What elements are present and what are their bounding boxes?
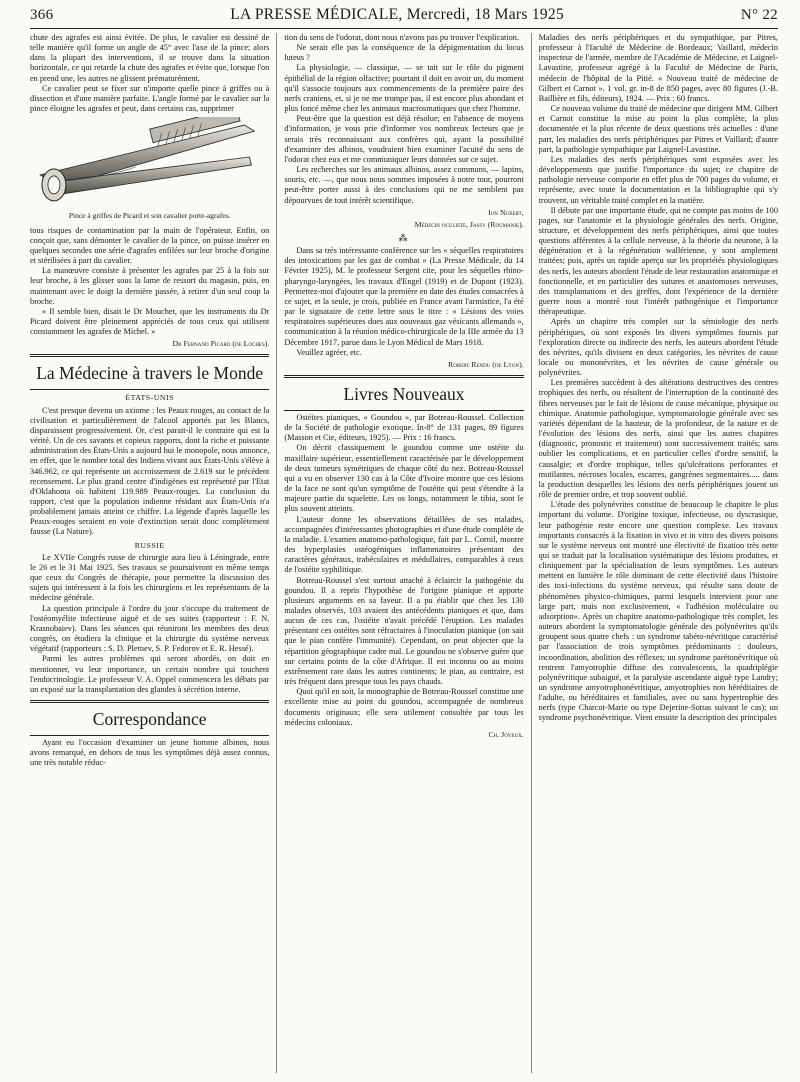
subheading-usa: ÉTATS-UNIS — [125, 393, 174, 403]
paragraph: Quoi qu'il en soit, la monographie de Botreau-Roussel constitue une excellente mise au point du goundou, accompagnée de nombreux documents originaux; elle sera utilement consultée par tous les médecins coloniaux. — [284, 687, 524, 727]
figure-caption: Pince à griffes de Picard et son cavalier porte-agrafes. — [68, 211, 231, 221]
paragraph: Il débute par une importante étude, qui ne compte pas moins de 100 pages, sur l'anatomie et la physiologie générales des nerfs. Origine, structure, et développement des nerfs périphériques, ainsi que toutes questions afférentes à la cellule nerveuse, à la théorie du neurone, à la dégénération et à la régénération wallérienne, y sont amplement traitées; puis, après un rapide aperçu sur les propriétés physiologiques des nerfs, les auteurs abordent l'étude de leur restauration anatomique et fonctionnelle, et en particulier des sutures et anastomoses nerveuses, des transplantations et des greffes, dont l'expérience de la dernière guerre nous a montré tout l'intérêt pathogénique et l'importance thérapeutique. — [538, 205, 778, 317]
page-header — [30, 6, 778, 29]
column-2 — [284, 33, 523, 1073]
section-title-livres: Livres Nouveaux — [343, 384, 465, 404]
section-rule — [284, 410, 523, 411]
journal-title: LA PRESSE MÉDICALE, Mercredi, 18 Mars 1925 — [230, 6, 565, 23]
paragraph: Les maladies des nerfs périphériques sont exposées avec les développements que justifie l'importance du sujet; ce chapitre de pathologie nerveuse comporte en effet plus de 700 pages du volume, et représente, avec toute la documentation et la bibliographie qui s'y trouvent, un véritable traité complet en la matière. — [538, 154, 778, 205]
signature: Robert Rendu (de Lyon). — [448, 359, 524, 369]
signature: Dr Fernand Picard (de Loches). — [172, 339, 270, 349]
paragraph: Les recherches sur les animaux albinos, assez communs, — lapins, souris, etc. —, que nous nous sommes imposées à notre tour, pourront peut-être porter aussi à des conclusions qui ne me semblent pas dépourvues de tout intérêt scientifique. — [284, 165, 524, 205]
book-entry: Ostéites pianiques, « Goundou », par Botreau-Roussel. Collection de la Société de pathologie exotique. In-8° de 131 pages, 89 figures (Masson et Cie, éditeurs, 1925). — Prix : 16 francs. — [284, 413, 524, 443]
paragraph: Les premières succèdent à des altérations destructives des centres trophiques des nerfs, ou résultent de l'interruption de la continuité des fibres nerveuses par le fait de lésions de cause mécanique, physique ou chimique. Anatomie pathologique, symptomatologie générale avec ses variétés dépendant de la hauteur, de la profondeur, de la nature et de l'évolution des lésions des nerfs, ainsi que les autres chapitres (diagnostic, pronostic et traitement) sont successivement traités; sans oublier les complications, et en particulier celles d'ordre sensitif, la causalgie; et d'ordre trophique, telles qu'ulcérations perforantes et mutilantes, nécroses locales, escarres, gangrènes segmentaires..... dans la production desquelles les lésions des nerfs périphériques jouent un rôle de premier ordre, et trop souvent oublié. — [538, 378, 778, 500]
paragraph: La manœuvre consiste à présenter les agrafes par 25 à la fois sur leur broche, à les glisser sous la lame de ressort du magasin, puis, en maintenant avec le doigt la dernière passée, à retirer d'un seul coup la broche. — [30, 266, 270, 306]
paragraph: Le XVIIe Congrès russe de chirurgie aura lieu à Léningrade, entre le 26 et le 31 Mai 1925. Ses travaux se poursuivront en même temps que ceux du Congrès de thérapie, pour permettre la discussion des sujets qui intéressent à la fois les chirurgiens et les représentants de la médecine générale. — [30, 552, 270, 603]
section-rule — [30, 735, 269, 736]
column-container — [30, 33, 778, 1073]
paragraph: On décrit classiquement le goundou comme une ostéite du maxillaire supérieur, essentiellement caractérisée par le développement de deux tumeurs symétriques de chaque côté du nez. Botreau-Roussel qui a vu en observer 130 cas à la Côte d'Ivoire montre que ces lésions de la face ne sont qu'un symptôme de l'ostéite qui peut s'étendre à la majeure partie du squelette. Les os longs, notamment le tibia, sont le plus souvent atteints. — [284, 443, 524, 514]
section-title-correspondance: Correspondance — [92, 708, 207, 729]
paragraph: Ne serait elle pas la conséquence de la dépigmentation du locus luteus ? — [284, 43, 524, 63]
paragraph: Parmi les autres problèmes qui seront abordés, on doit en mentionner, vu leur importance, un certain nombre qui touchent l'endocrinologie. Le professeur V. A. Oppel commencera les débats par un exposé sur la transplantation des glandes à sécrétion interne. — [30, 654, 270, 694]
section-rule — [284, 375, 523, 378]
signature: Ch. Joyeux. — [488, 729, 524, 739]
page-number: 366 — [30, 7, 54, 23]
paragraph: C'est presque devenu un axiome : les Peaux rouges, au contact de la civilisation et particulièrement de l'alcool apportés par les Blancs, disparaissent progressivement. Or, c'est parait-il le contraire qui est la vérité. Un de ces savants et copieux rapports, dont la riche et puissante administration des États-Unis a aujourd hui le monopole, nous annonce, en effet, que le nombre total des Indiens vivant aux États-Unis s'élève à 346.962, ce qui représente un accroissement de 2.619 sur le précédent recensement. Le plus grand centre d'indigènes est représenté par l'Etat d'Oklahoma où habitent 119.989 Peaux-rouges. La conclusion du rapport, c'est que la population indienne résidant aux États-Unis n'a probablement jamais atteint ce chiffre. La légende d'après laquelle les Peaux-rouges seraient en voie d'extinction serait donc complètement fausse (La Nature). — [30, 405, 270, 537]
paragraph: La physiologie, — classique, — se tait sur le rôle du pigment épithélial de la région olfactive; pourtant il doit en avoir un, du moment qu'il s'associe toujours aux commencements de la première paire des nerfs craniens, et, si je ne me trompe pas, il est encore plus abondant et plus foncé même chez les animaux macrosmatiques que chez l'homme. — [284, 63, 524, 114]
paragraph: « Il semble bien, disait le Dr Mouchet, que les instruments du Dr Picard doivent être pleinement appréciés de tous ceux qui utilisent constamment les agrafes de Michel. » — [30, 306, 270, 337]
paragraph: Ayant eu l'occasion d'examiner un jeune homme albinos, nous avons remarqué, en dehors de tous les symptômes déjà assez connus, une très notable réduc- — [30, 737, 270, 768]
subheading-russia: RUSSIE — [134, 540, 165, 550]
paragraph: L'étude des polynévrites constitue de beaucoup le chapitre le plus important du volume. D'origine toxique, infectieuse, ou dyscrasique, leur pathogénie reste encore une question complexe. Les travaux importants consacrés à la fixation in vivo et in vitro des divers poisons sur le système nerveux ont montré une électivité de fixation très nette qui se traduit par la localisation systématique des lésions produites, et cliniquement par la spécialisation de leurs symptômes. Les auteurs mettent en lumière le rôle dominant de cette électivité dans l'histoire des toxi-infections du système nerveux, qui résulte sans doute de phénomènes physico-chimiques, parmi lesquels intervient pour une large part, mais non exclusivement, « l'adhésion moléculaire ou adsorption». Après un chapitre anatomo-pathologique très complet, les auteurs abordent la symptomatologie générale des polynévrites qu'ils groupent sous quatre chefs : un syndrome tabéto-névritique caractérisé par l'association de trois symptômes prédominants : douleurs, incoordination, abolition des réflexes; un syndrome parétonévritique où rentrent l'amyotrophie diffuse des convalescents, la quadriplégie polynévritique subaiguë, et la paralysie ascendante aiguë type Landry; un syndrome amyotrophonévritique, amyotrophies non héréditaires de l'adulte, ou héréditaires et familiales, avec ou sans hypertrophie des nerfs (type Charcot-Marie ou type Dejerine-Sottas suivant le cas); un syndrome psychonévritique. Vient ensuite la description des principales — [538, 500, 778, 723]
paragraph: Veuillez agréer, etc. — [296, 347, 362, 357]
section-rule — [30, 700, 269, 703]
column-3 — [539, 33, 778, 1073]
paragraph: Dans sa très intéressante conférence sur les « séquelles respiratoires des intoxications par les gaz de combat » (La Presse Médicale, du 14 Février 1925), M. le professeur Sergent cite, pour les séquelles rhino-pharyngo-laryngées, les travaux d'Engel (1919) et de Dupont (1923). Permettez-moi d'ajouter que la première en date des études consacrées à ce sujet, et la seule, je crois, publiée en France avant l'armistice, l'a été par le signataire de cette lettre sous le titre : « Lésions des voies respiratoires supérieures dues aux nouveaux gaz vésicants allemands », communication à la réunion médico-chirurgicale de la IIIe armée du 13 Décembre 1917, parue dans le Lyon Médical de Mars 1918. — [284, 246, 524, 347]
paragraph: Ce nouveau volume du traité de médecine que dirigent MM. Gilbert et Carnot constitue la mise au point la plus complète, la plus documentée et la plus récente de deux questions très actuelles : d'une part, les maladies des nerfs périphériques par Pitres et Vaillard; d'autre part, la pathologie sympathique par Laignel-Lavastine. — [538, 104, 778, 154]
section-rule — [30, 389, 269, 390]
paragraph: tous risques de contamination par la main de l'opérateur. Enfin, on conçoit que, sans démonter le cavalier de la pince, on puisse insérer en quelques secondes une série d'agrafes enfilées sur leur broche d'origine et stérilisées à part du cavalier. — [30, 225, 270, 266]
signature-name: Ion Nubert, — [488, 207, 524, 217]
paragraph: tion du sens de l'odorat, dont nous n'avons pas pu trouver l'explication. — [284, 33, 520, 42]
paragraph: Peut-être que la question est déjà résolue; en l'absence de moyens d'information, je vous prie d'informer vos nombreux lecteurs que je serais très reconnaissant aux confrères qui, ayant la possibilité d'examiner des albinos, voudraient bien examiner l'acuité du sens de l'odorat chez eux et me communiquer leurs données sur ce sujet. — [284, 114, 524, 164]
section-rule — [30, 354, 269, 357]
section-title-medecine: La Médecine à travers le Monde — [36, 363, 264, 384]
paragraph: chute des agrafes est ainsi évitée. De plus, le cavalier est dessiné de telle manière qu'il forme un angle de 45° avec l'axe de la pince; alors dans la plupart des interventions, il se trouve dans la situation horizontale, ce qui retarde la chute des agrafes et évite que, lorsque l'on en prend une, les autres ne glissent prématurément. — [30, 33, 270, 83]
column-divider — [531, 33, 532, 1073]
asterism: ⁂ — [398, 232, 410, 243]
column-1 — [30, 33, 269, 1073]
paragraph: Ce cavalier peut se fixer sur n'importe quelle pince à griffes ou à dissection et d'une manière parfaite. L'angle formé par le cavalier sur la pince éloigne les agrafes et peut, dans certains cas, supprimer — [30, 83, 270, 114]
paragraph: L'auteur donne les observations détaillées de ses malades, accompagnées d'intéressantes photographies et d'une étude complète de la maladie. L'examen anatomo-pathologique, fait par L. Cornil, montre des hyperplasies ostéogéniques inflammatoires présentant des caractères généraux, trabéculaires et médullaires, comparables à ceux de l'ostéite syphilitique. — [284, 514, 524, 575]
book-entry: Maladies des nerfs périphériques et du sympathique, par Pitres, professeur à l'faculté de Médecine de Bordeaux; Vaillard, médecin inspecteur de l'armée, membre de l'Académie de Médecine, et Laignel-Lavastine, professeur agrégé à la Faculté de Médecine de Paris, médecin de l'hôpital de la Pitié. « Nouveau traité de médecine de Gilbert et Carnot ». 1 vol. gr. in-8 de 850 pages, avec 80 figures (J.-B. Baillière et fils, éditeurs), 1924. — Prix : 60 francs. — [538, 33, 778, 103]
paragraph: La question principale à l'ordre du jour s'occupe du traitement de l'ostéomyélite infectieuse aiguë et de ses suites (rapporteur : F. N. Krasnobaiev). Dans les séances qui réuniront les membres des deux congrès, on étudiera la clinique et la chirurgie du système nerveux végétatif (rapporteurs : S. D. Pletnev, S. P. Fedorov et E. R. Hessé). — [30, 603, 270, 654]
paragraph: Botreau-Roussel s'est surtout attaché à éclaircir la pathogénie du goundou. Il a repris l'hypothèse de l'origine pianique et apporte plusieurs arguments en sa faveur. Il a pu établir que chez les 130 malades observés, 103 avaient des antécédents pianiques et que, dans aucun de ces cas, l'ostéite n'avait précédé l'éruption. Les malades présentant ces ostéites sont réfractaires à l'inoculation pianique (on sait que le pian confère l'immunité). Cependant, on peut objecter que la répartition géographique cadre mal. Le goundou ne s'observe guère que sur certains points de la côte d'Afrique. Il est inconnu ou au moins extrêmement rare dans les autres continents; le pian, au contraire, est très fréquent dans presque tous les pays chauds. — [284, 575, 524, 687]
issue-number: N° 22 — [740, 7, 778, 23]
paragraph: Après un chapitre très complet sur la sémiologie des nerfs périphériques, où sont exposés les divers symptômes fournis par l'exploration directe ou indirecte des nerfs, les auteurs abordent l'étude des névrites, qu'ils divisent en deux catégories, les névrites de cause locale ou mononévrites, et les névrites de cause générale ou polynévrites. — [538, 317, 778, 378]
signature-affiliation: Médecin oculiste, Jassy (Roumanie). — [414, 219, 524, 229]
column-divider — [276, 33, 277, 1073]
forceps-illustration — [30, 117, 269, 207]
